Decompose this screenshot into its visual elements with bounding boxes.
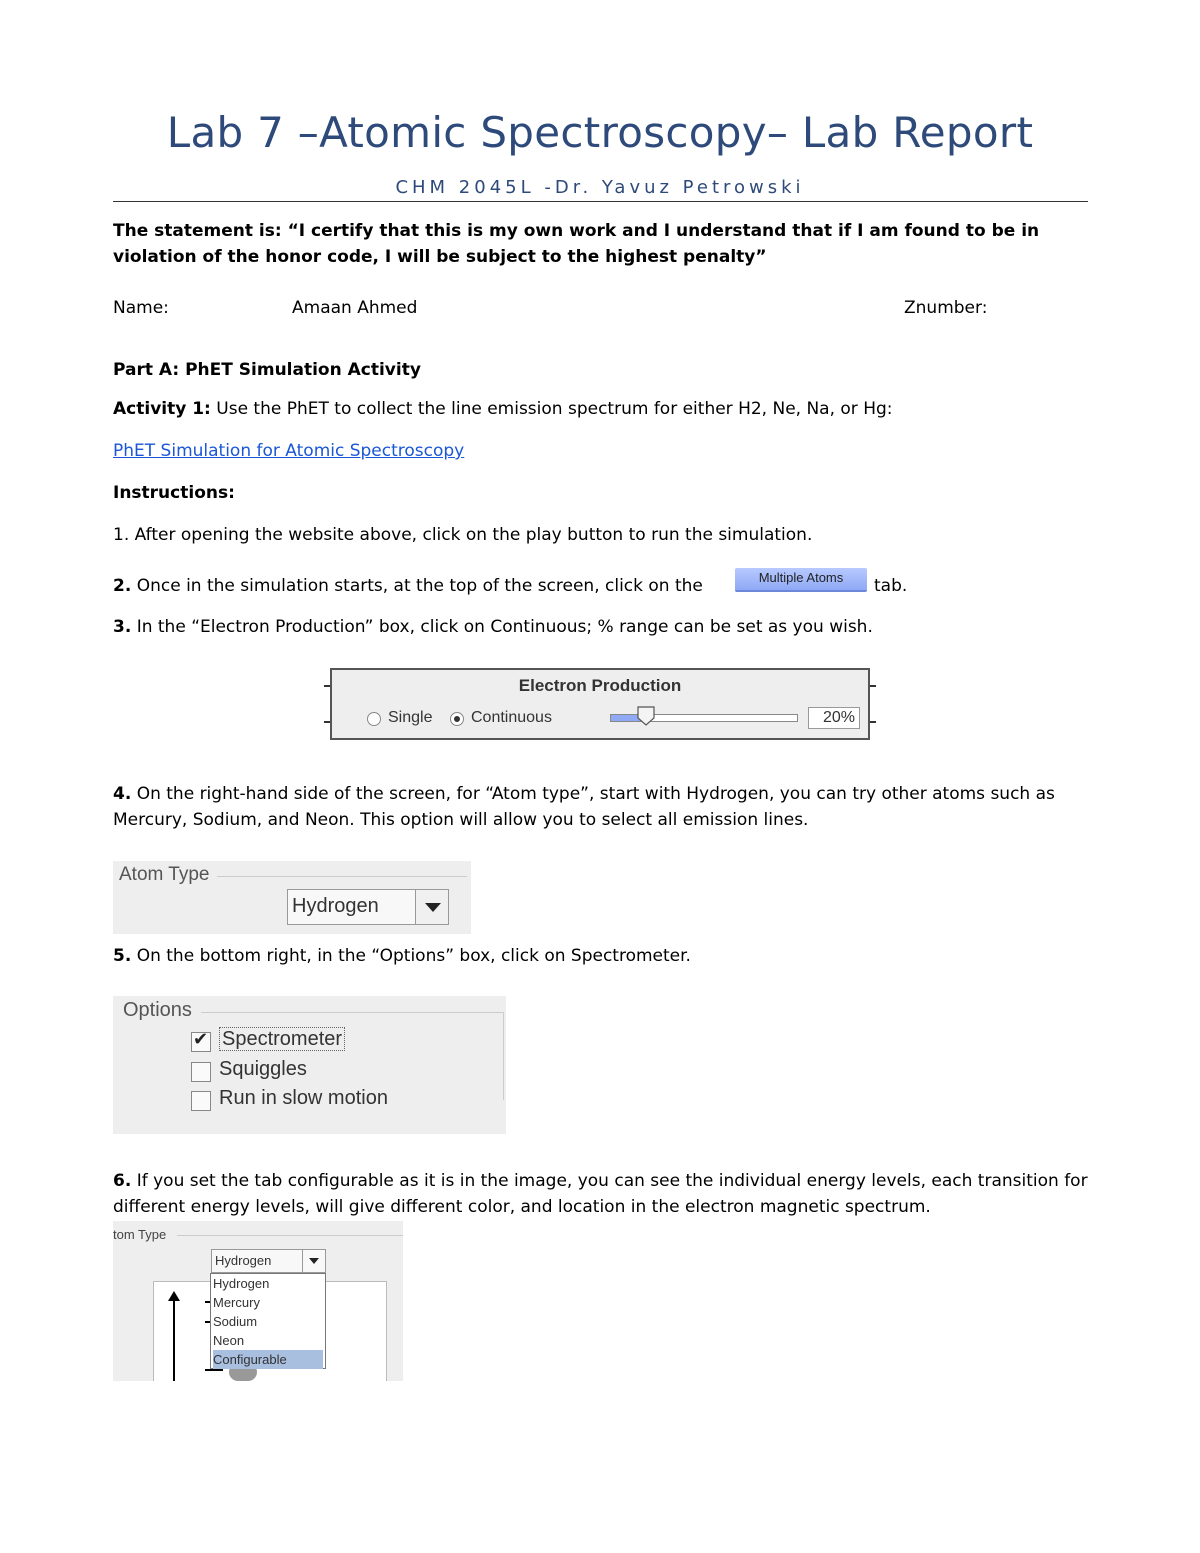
step-6-number: 6. [113, 1171, 132, 1191]
single-radio[interactable] [367, 712, 381, 726]
step-5 [113, 943, 691, 969]
energy-arrow [173, 1297, 175, 1381]
spectrometer-checkbox[interactable] [191, 1029, 211, 1052]
chevron-down-icon [425, 903, 441, 912]
activity-1 [113, 396, 1088, 422]
step-3-number: 3. [113, 617, 132, 637]
activity-label: Activity 1: [113, 399, 211, 419]
step-5-text: On the bottom right, in the “Options” box, click on Spectrometer. [131, 946, 691, 966]
part-a-heading: Part A: PhET Simulation Activity [113, 360, 421, 380]
step-3 [113, 614, 873, 640]
dropdown-option-configurable[interactable]: Configurable [213, 1350, 323, 1369]
group-border [177, 1235, 403, 1236]
step-2-number: 2. [113, 576, 132, 596]
activity-text: Use the PhET to collect the line emission spectrum for either H2, Ne, Na, or Hg: [210, 399, 893, 419]
document-subtitle: CHM 2045L -Dr. Yavuz Petrowski [395, 177, 805, 198]
name-value: Amaan Ahmed [292, 298, 418, 318]
group-border [201, 1012, 503, 1013]
document-title: Lab 7 –Atomic Spectroscopy– Lab Report [166, 108, 1034, 157]
step-2 [113, 573, 703, 599]
atom-type-dropdown[interactable] [287, 889, 449, 925]
electron-production-title: Electron Production [518, 676, 682, 695]
dropdown-selected: Hydrogen [215, 1253, 272, 1268]
panel-tick [870, 685, 876, 687]
step-1: 1. After opening the website above, click on the play button to run the simulation. [113, 525, 813, 545]
step-3-text: In the “Electron Production” box, click on Continuous; % range can be set as you wish. [131, 617, 873, 637]
atom-dropdown-list [210, 1273, 326, 1369]
spectrometer-label: Spectrometer [219, 1028, 345, 1051]
slow-motion-checkbox[interactable] [191, 1091, 211, 1111]
dropdown-button[interactable] [302, 1250, 325, 1272]
atom-type-selected: Hydrogen [292, 895, 379, 917]
step-4-text: On the right-hand side of the screen, for “Atom type”, start with Hydrogen, you can try other atoms such as Mercury, Sodium, and Neon. This option will allow you to select all emission lines. [113, 784, 1055, 830]
atom-type-label: tom Type [113, 1227, 167, 1242]
atom-type-label: Atom Type [119, 864, 210, 885]
dropdown-button[interactable] [415, 890, 448, 924]
checkmark-icon: ✔ [193, 1029, 209, 1049]
configurable-panel [113, 1221, 403, 1381]
multiple-atoms-tab-image: Multiple Atoms [735, 568, 867, 592]
options-label: Options [123, 999, 192, 1021]
dropdown-option-sodium[interactable]: Sodium [213, 1314, 258, 1329]
electron-production-panel [330, 668, 870, 740]
squiggles-label: Squiggles [219, 1058, 307, 1080]
squiggles-checkbox[interactable] [191, 1062, 211, 1082]
chevron-down-icon [309, 1258, 319, 1264]
step-5-number: 5. [113, 946, 132, 966]
honor-statement: The statement is: “I certify that this is my own work and I understand that if I am found to be in violation of the honor code, I will be subject to the highest penalty” [113, 221, 1040, 267]
group-border [217, 876, 467, 877]
step-4-number: 4. [113, 784, 132, 804]
instructions-heading: Instructions: [113, 483, 235, 503]
dropdown-option-hydrogen[interactable]: Hydrogen [213, 1276, 270, 1291]
phet-link[interactable]: PhET Simulation for Atomic Spectroscopy [113, 441, 465, 461]
options-panel [113, 996, 506, 1134]
radio-selected-dot [454, 716, 460, 722]
percent-field[interactable]: 20% [808, 707, 860, 729]
title-divider [113, 201, 1088, 202]
energy-level-mark [205, 1369, 223, 1371]
step-4 [113, 781, 1088, 833]
znumber-label: Znumber: [904, 298, 988, 318]
slow-motion-label: Run in slow motion [219, 1087, 388, 1109]
configurable-atom-dropdown[interactable] [211, 1249, 326, 1273]
name-label: Name: [113, 298, 169, 318]
step-2-after: tab. [874, 576, 908, 596]
step-6 [113, 1168, 1088, 1220]
single-label: Single [388, 709, 433, 726]
slider-thumb[interactable] [637, 706, 655, 726]
dropdown-option-mercury[interactable]: Mercury [213, 1295, 260, 1310]
atom-type-panel [113, 861, 471, 934]
arrow-up-icon [168, 1291, 180, 1301]
continuous-label: Continuous [471, 709, 552, 726]
dropdown-option-neon[interactable]: Neon [213, 1333, 245, 1348]
step-2-text: Once in the simulation starts, at the top of the screen, click on the [131, 576, 703, 596]
group-border [503, 1012, 504, 1100]
panel-tick [870, 721, 876, 723]
continuous-radio[interactable] [450, 712, 464, 726]
step-6-text: If you set the tab configurable as it is in the image, you can see the individual energy levels, each transition for different energy levels, will give different color, and location in the electron magnetic spectrum. [113, 1171, 1088, 1217]
